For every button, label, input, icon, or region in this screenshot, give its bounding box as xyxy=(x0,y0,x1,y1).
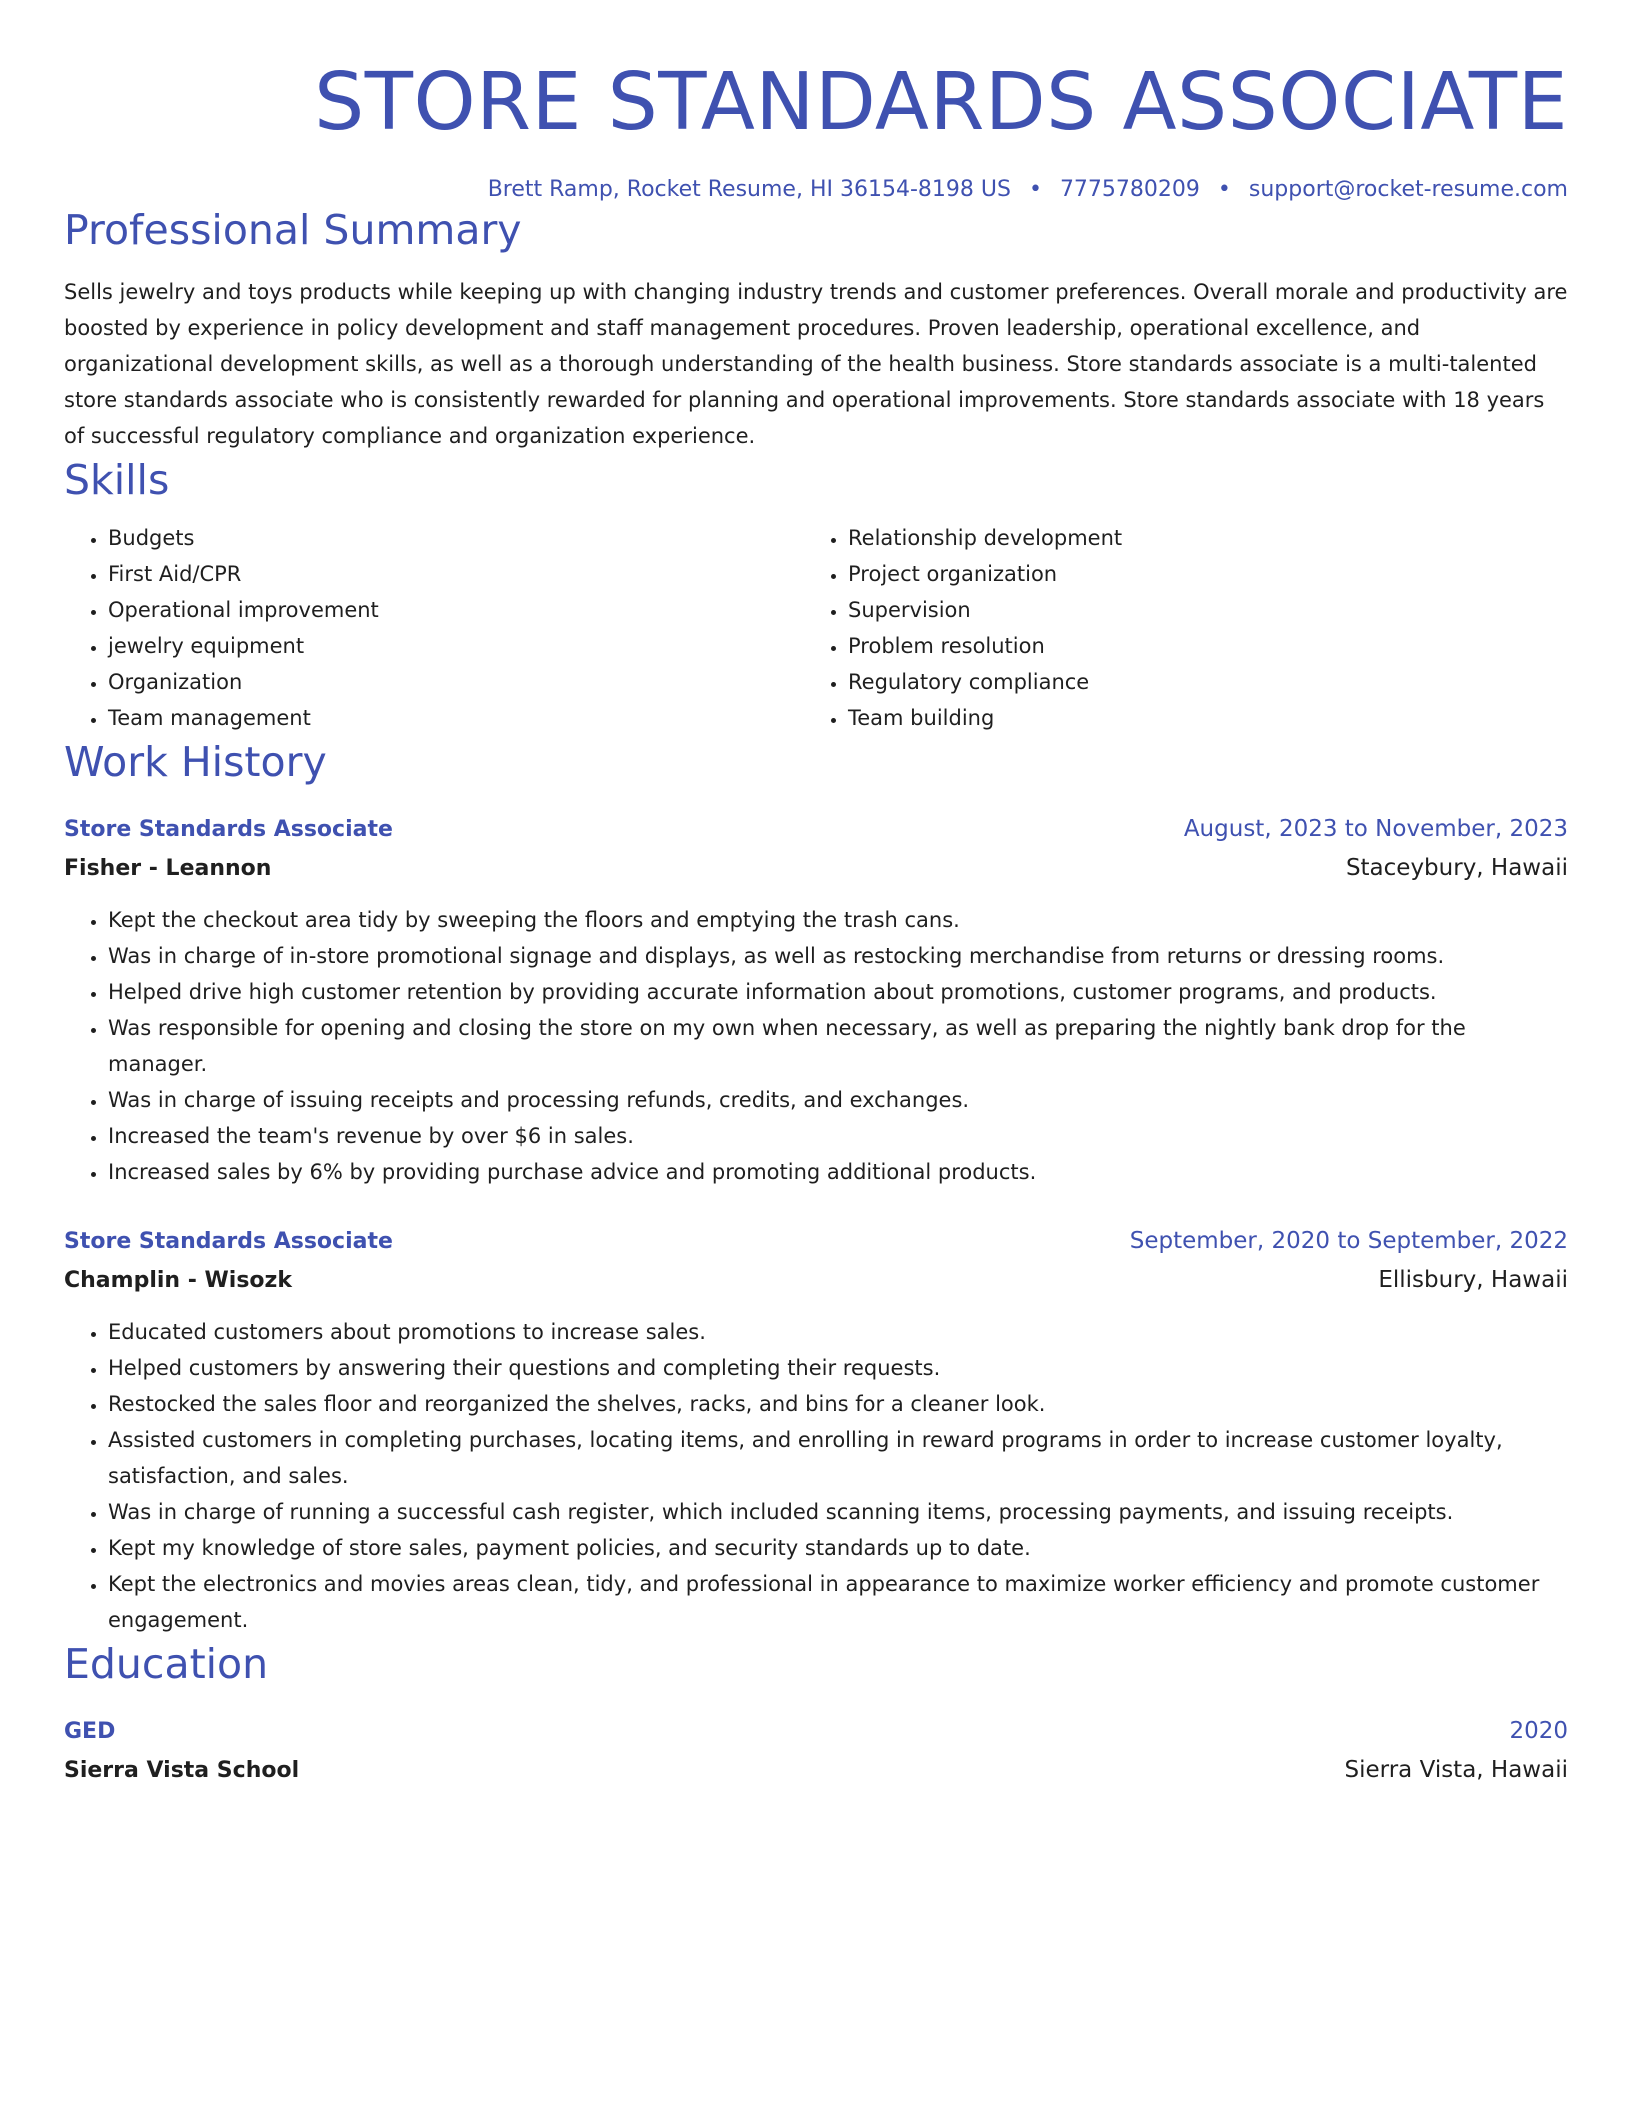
skill-item: • Relationship development xyxy=(848,520,1568,556)
education-header-row xyxy=(64,1712,1568,1751)
job-header-row xyxy=(64,1222,1568,1261)
skills-list-left xyxy=(64,520,804,736)
contact-separator: • xyxy=(1028,177,1042,202)
education-entry xyxy=(64,1712,1568,1790)
contact-address: Brett Ramp, Rocket Resume, HI 36154-8198 US xyxy=(487,177,1011,202)
skills-grid xyxy=(64,520,1568,736)
skill-item: • Team management xyxy=(108,700,804,736)
job-entry xyxy=(64,810,1568,1190)
contact-email: support@rocket-resume.com xyxy=(1248,177,1568,202)
skill-item: • Regulatory compliance xyxy=(848,664,1568,700)
job-location: Staceybury, Hawaii xyxy=(1345,855,1568,881)
education-school: Sierra Vista School xyxy=(64,1758,300,1783)
job-bullet: • Increased the team's revenue by over $6 in sales. xyxy=(108,1118,1568,1154)
resume-title: STORE STANDARDS ASSOCIATE xyxy=(314,56,1568,148)
skill-item: • First Aid/CPR xyxy=(108,556,804,592)
job-bullet: • Was in charge of in-store promotional signage and displays, as well as restocking merchandise from returns or dressing rooms. xyxy=(108,938,1568,974)
job-bullet: • Assisted customers in completing purchases, locating items, and enrolling in reward programs in order to increase customer loyalty, satisfaction, and sales. xyxy=(108,1422,1568,1494)
job-bullet: • Increased sales by 6% by providing purchase advice and promoting additional products. xyxy=(108,1154,1568,1190)
job-employer: Fisher - Leannon xyxy=(64,856,272,881)
work-history-heading: Work History xyxy=(64,738,327,786)
job-employer-row xyxy=(64,1261,1568,1300)
job-bullet: • Was in charge of running a successful cash register, which included scanning items, processing payments, and issuing receipts. xyxy=(108,1494,1568,1530)
job-bullets xyxy=(64,902,1568,1190)
skill-item: • Team building xyxy=(848,700,1568,736)
job-dates: August, 2023 to November, 2023 xyxy=(1183,816,1568,842)
job-employer: Champlin - Wisozk xyxy=(64,1268,292,1293)
education-heading: Education xyxy=(64,1640,269,1688)
contact-phone: 7775780209 xyxy=(1059,177,1200,202)
job-bullet: • Kept my knowledge of store sales, payment policies, and security standards up to date. xyxy=(108,1530,1568,1566)
contact-line xyxy=(64,176,1568,204)
job-bullet: • Restocked the sales floor and reorganized the shelves, racks, and bins for a cleaner look. xyxy=(108,1386,1568,1422)
job-bullet: • Helped customers by answering their questions and completing their requests. xyxy=(108,1350,1568,1386)
skill-item: • Operational improvement xyxy=(108,592,804,628)
skill-item: • Organization xyxy=(108,664,804,700)
skill-item: • Problem resolution xyxy=(848,628,1568,664)
job-employer-row xyxy=(64,849,1568,888)
skills-list-right xyxy=(804,520,1568,736)
job-location: Ellisbury, Hawaii xyxy=(1378,1267,1568,1293)
contact-separator: • xyxy=(1217,177,1231,202)
job-bullet: • Educated customers about promotions to increase sales. xyxy=(108,1314,1568,1350)
job-dates: September, 2020 to September, 2022 xyxy=(1129,1228,1568,1254)
summary-heading: Professional Summary xyxy=(64,206,522,254)
education-school-row xyxy=(64,1751,1568,1790)
skill-item: • Budgets xyxy=(108,520,804,556)
job-bullet: • Helped drive high customer retention by providing accurate information about promotions, customer programs, and products. xyxy=(108,974,1568,1010)
education-degree: GED xyxy=(64,1719,116,1744)
skills-heading: Skills xyxy=(64,456,170,504)
job-bullet: • Was responsible for opening and closing the store on my own when necessary, as well as preparing the nightly bank drop for the manager. xyxy=(108,1010,1568,1082)
job-bullet: • Was in charge of issuing receipts and processing refunds, credits, and exchanges. xyxy=(108,1082,1568,1118)
skill-item: • Supervision xyxy=(848,592,1568,628)
job-role: Store Standards Associate xyxy=(64,817,393,842)
job-header-row xyxy=(64,810,1568,849)
skill-item: • jewelry equipment xyxy=(108,628,804,664)
education-year: 2020 xyxy=(1509,1718,1568,1744)
skill-item: • Project organization xyxy=(848,556,1568,592)
summary-text: Sells jewelry and toys products while keeping up with changing industry trends and customer preferences. Overall morale and productivity are boosted by experience in policy development and staff management procedures. Proven leadership, operational excellence, and organizational development skills, as well as a thorough understanding of the health business. Store standards associate is a multi-talented store standards associate who is consistently rewarded for planning and operational improvements. Store standards associate with 18 years of successful regulatory compliance and organization experience. xyxy=(64,280,1568,448)
education-location: Sierra Vista, Hawaii xyxy=(1344,1757,1568,1783)
job-entry xyxy=(64,1222,1568,1638)
job-bullet: • Kept the checkout area tidy by sweeping the floors and emptying the trash cans. xyxy=(108,902,1568,938)
job-bullet: • Kept the electronics and movies areas clean, tidy, and professional in appearance to maximize worker efficiency and promote customer engagement. xyxy=(108,1566,1568,1638)
job-bullets xyxy=(64,1314,1568,1638)
job-role: Store Standards Associate xyxy=(64,1229,393,1254)
